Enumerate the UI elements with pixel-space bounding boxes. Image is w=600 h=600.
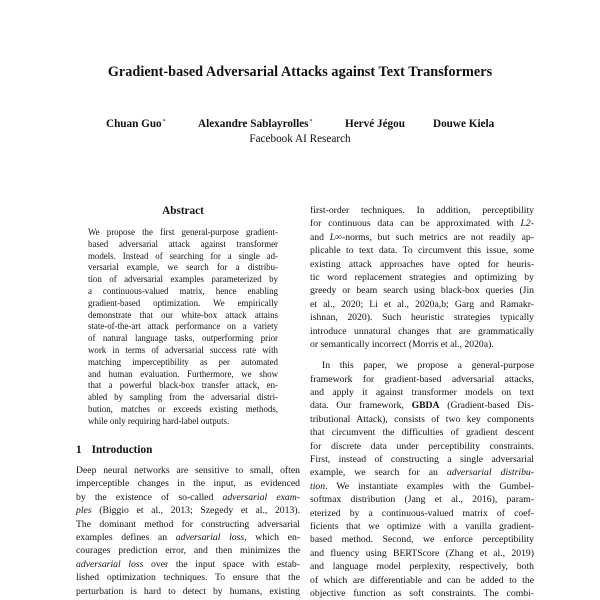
text-line: existing attack approaches have opted for heuris- [310,258,534,270]
text-line: and fluency using BERTScore (Zhang et al., 2019) [310,547,534,559]
text-line: of which are differentiable and can be added to the [310,574,534,586]
text-line: that a powerful black-box transfer attack, en- [88,380,278,391]
text-line: ishnan, 2020). Such heuristic strategies typically [310,312,534,324]
section-heading-introduction [76,444,152,456]
text-line: tion. We instantiate examples with the Gumbel- [310,480,534,492]
text-line: adversarial loss over the input space with estab- [76,558,300,570]
text-line: and human evaluation. Furthermore, we show [88,368,278,379]
emphasis: ples [76,505,92,517]
text-line: In this paper, we propose a general-purpose [322,360,534,372]
author-4 [433,118,494,130]
text-line: and L∞-norms, but such metrics are not readily ap- [310,231,534,243]
text-line: Deep neural networks are sensitive to small, often [76,465,300,476]
emphasis: tion [310,480,326,492]
emphasis: L2 [520,218,531,230]
emphasis: L∞ [329,231,342,243]
paper-title: Gradient-based Adversarial Attacks against Text Transformers [107,64,493,80]
text-line: demonstrate that our white-box attack attains [88,309,278,320]
text-line: state-of-the-art attack performance on a variety [88,321,278,332]
right-column-body [310,204,534,600]
affiliation: Facebook AI Research [249,133,351,145]
text-line: examples defines an adversarial loss, which en- [76,531,301,543]
text-line: bution, matches or exceeds existing methods, [88,403,278,414]
equal-contribution-mark: * [162,119,166,125]
text-line: based adversarial attack against transformer [88,238,278,249]
text-line: imperceptible changes in the input, as evidenced [76,478,300,490]
author-3 [345,118,405,130]
paragraph-gap [310,351,534,359]
text-line: courages prediction error, and then minimizes the [76,545,300,557]
author-name: Alexandre Sablayrolles [198,118,309,130]
author-name: Hervé Jégou [345,118,405,130]
text-line: The dominant method for constructing adversarial [76,518,300,530]
text-line: We propose the first general-purpose gradient- [88,227,278,237]
text-line: versarial example, we search for a distribu- [88,262,278,273]
author-name: Douwe Kiela [433,118,495,130]
text-line: perturbation is hard to detect by humans, existing [76,585,300,597]
text-line: plicable to text data. To circumvent this issue, some [310,245,534,257]
section-number: 1 [76,444,82,456]
text-line: data. Our framework, GBDA (Gradient-based Dis- [310,400,534,412]
text-line: of natural language tasks, outperforming prior [88,333,278,344]
abstract-heading: Abstract [162,205,204,217]
text-line: et al., 2020; Li et al., 2020a,b; Garg and Ramakr- [310,298,534,310]
section-title: Introduction [91,444,153,456]
text-line: First, instead of constructing a single adversarial [310,454,534,466]
text-line: that circumvent the difficulties of gradient descent [310,427,534,439]
text-line: lished optimization techniques. To ensure that the [76,572,300,584]
equal-contribution-mark: * [309,119,313,125]
text-line: work in terms of adversarial success rate with [88,344,278,355]
text-line: for discrete data under perceptibility constraints. [310,440,534,452]
text-line: tion of adversarial examples parameterized by [88,274,278,285]
text-line: example, we search for an adversarial distribu- [310,467,534,479]
text-line: greedy or beam search using black-box queries (Jin [310,285,534,297]
text-line: softmax distribution (Jang et al., 2016), param- [310,494,534,506]
text-line: while only requiring hard-label outputs. [88,415,230,426]
author-list [0,118,600,132]
introduction-body [76,464,300,598]
text-line: or semantically incorrect (Morris et al., 2020a). [310,338,494,350]
text-line: tributional Attack), consists of two key components [310,413,534,425]
text-line: by the existence of so-called adversarial exam- [76,491,300,503]
text-line: introduce unnatural changes that are grammatically [310,325,534,337]
emphasis: adversarial exam- [222,491,300,503]
abstract-body [88,227,278,428]
author-2 [198,118,313,130]
emphasis: GBDA [411,400,440,412]
author-name: Chuan Guo [106,118,162,130]
text-line: based method. Second, we enforce perceptibility [310,534,534,546]
text-line: for continuous data can be approximated with L2- [310,218,534,230]
text-line: models. Instead of searching for a single ad- [88,250,278,261]
author-1 [106,118,166,130]
text-line: ficients that we optimize with a vanilla gradient- [310,520,534,532]
text-line: gradient-based optimization. We empirically [88,297,278,308]
text-line: eterized by a continuous-valued matrix of coef- [310,507,534,519]
emphasis: adversarial loss [76,558,144,570]
emphasis: adversarial loss [175,531,245,543]
text-line: and apply it against transformer models on text [310,387,534,399]
text-line: abled by sampling from the adversarial distri- [88,392,278,403]
text-line: a continuous-valued matrix, hence enabling [88,285,278,296]
text-line: ples (Biggio et al., 2013; Szegedy et al., 2013). [76,505,300,517]
text-line: first-order techniques. In addition, perceptibility [310,205,534,216]
emphasis: adversarial distribu- [446,467,534,479]
text-line: tic word replacement strategies and optimizing by [310,271,534,283]
text-line: framework for gradient-based adversarial attacks, [310,373,534,385]
text-line: and language model perplexity, respectively, both [310,561,534,573]
text-line: matching imperceptibility as per automated [88,356,278,367]
text-line: objective function as soft constraints. The combi- [310,587,534,599]
